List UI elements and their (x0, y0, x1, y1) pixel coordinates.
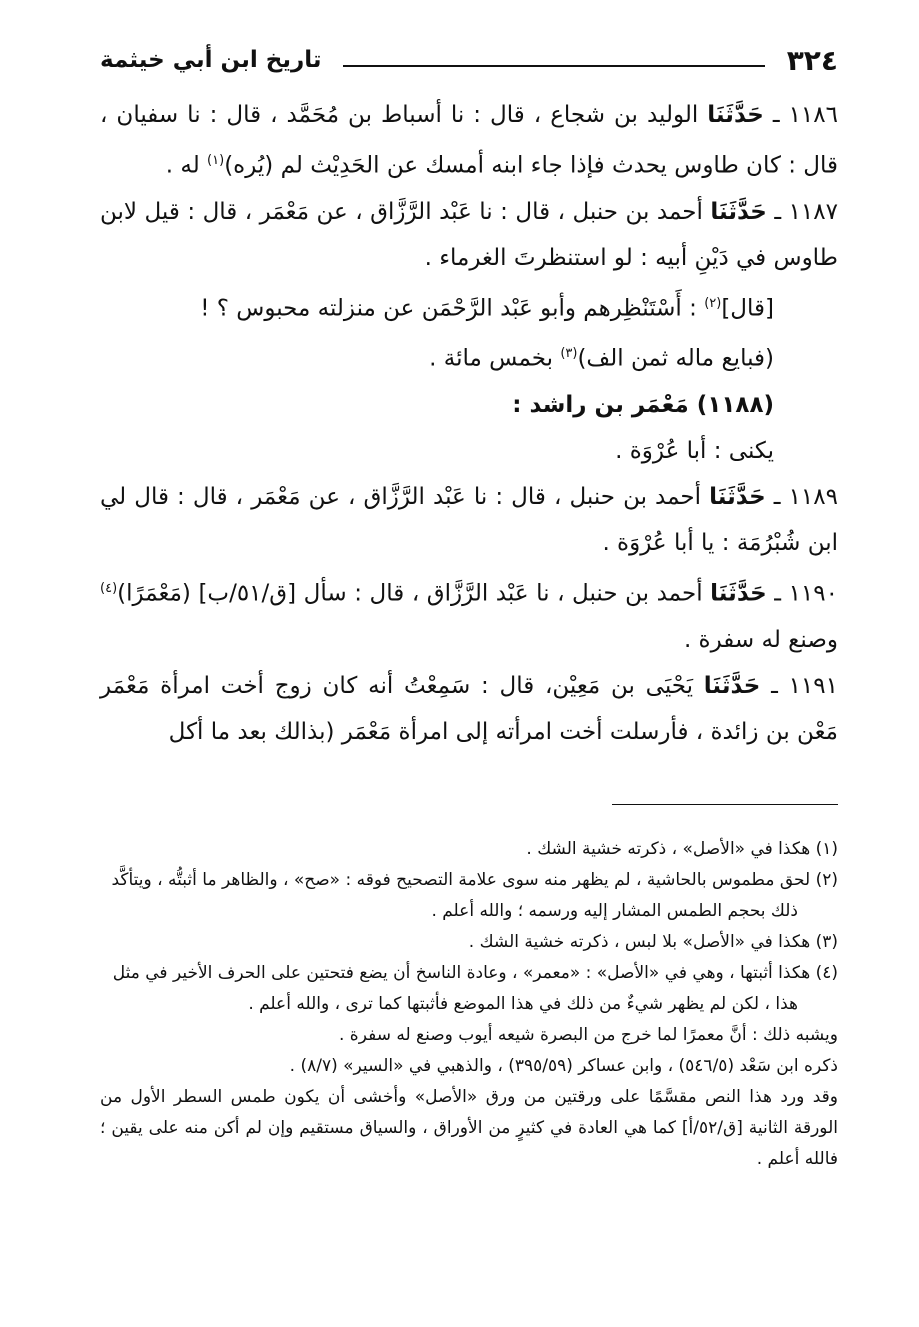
hadith-1187-reply (100, 281, 838, 332)
footnote-4-remark: وقد ورد هذا النص مقسَّمًا على ورقتين من ورق «الأصل» وأخشى أن يكون طمس السطر الأول من الورقة الثانية [ق/٥٢/أ] كما هي العادة في كثيرٍ من الأوراق ، والسياق مستقيم وإن لم أكن منه على يقين ؛ فالله أعلم . (100, 1087, 838, 1169)
hadith-text: يَحْيَى بن مَعِيْن، قال : سَمِعْتُ أنه كان زوج أخت امرأة مَعْمَر مَعْن بن زائدة ، فأرسلت أخت امرأته إلى امرأة مَعْمَر (بذالك بعد ما أكل (100, 672, 838, 745)
footnote-1: (١) هكذا في «الأصل» ، ذكرته خشية الشك . (526, 839, 838, 859)
footnote-ref: (٤) (100, 580, 118, 596)
hadith-text: أحمد بن حنبل ، قال : نا عَبْد الرَّزَّاق ، عن مَعْمَر ، قال : قال لي ابن شُبْرُمَة : يا أبا عُرْوَة . (100, 483, 838, 556)
footnote-3: (٣) هكذا في «الأصل» بلا لبس ، ذكرته خشية الشك . (468, 932, 838, 952)
footnote-4: (٤) هكذا أثبتها ، وهي في «الأصل» : «معمر» ، وعادة الناسخ أن يضع فتحتين على الحرف الأخير في مثل (112, 963, 838, 983)
hadith-number: ١١٨٦ (788, 102, 838, 128)
hadith-text-end: وصنع له سفرة . (683, 626, 838, 653)
haddathana: حَدَّثَنَا (707, 102, 764, 128)
hadith-1187-sale (100, 331, 838, 382)
hadith-number: ١١٩٠ (788, 580, 838, 607)
footnote-ref: (٣) (560, 346, 578, 362)
haddathana: حَدَّثَنَا (710, 580, 767, 607)
hadith-1190 (100, 566, 838, 663)
kunya-line: يكنى : أبا عُرْوَة . (615, 437, 774, 464)
hadith-text: أحمد بن حنبل ، قال : نا عَبْد الرَّزَّاق ، عن مَعْمَر ، قال : قيل لابن طاوس في دَيْنِ أبيه : لو استنظرتَ الغرماء . (100, 198, 838, 271)
dash: ـ (760, 672, 789, 699)
haddathana: حَدَّثَنَا (709, 483, 766, 510)
hadith-1186 (100, 92, 838, 189)
hadith-number: ١١٩١ (788, 672, 838, 699)
book-title: تاريخ ابن أبي خيثمة (100, 47, 322, 73)
hadith-text: الوليد بن شجاع ، قال : نا أسباط بن مُحَمَّد ، قال : نا سفيان ، قال : كان طاوس يحدث فإذا جاء ابنه أمسك عن الحَدِيْث لم (يُره) (100, 102, 838, 179)
dash: ـ (765, 483, 789, 510)
footnote-4-continued: هذا ، لكن لم يظهر شيءٌ من ذلك في هذا الموضع فأثبتها كما ترى ، والله أعلم . (248, 994, 798, 1014)
header-rule (343, 65, 764, 67)
footnotes (100, 834, 838, 1175)
haddathana: حَدَّثَنَا (710, 198, 767, 225)
haddathana: حَدَّثَنَا (703, 672, 761, 699)
hadith-number: ١١٨٩ (788, 483, 838, 510)
footnote-4-sources: ذكره ابن سَعْد (٥٤٦/٥) ، وابن عساكر (٣٩٥/٥٩) ، والذهبي في «السير» (٨/٧) . (289, 1056, 838, 1076)
footnote-ref: (٢) (704, 295, 722, 311)
dash: ـ (766, 198, 789, 225)
hadith-1187 (100, 189, 838, 281)
footnote-2: (٢) لحق مطموس بالحاشية ، لم يظهر منه سوى علامة التصحيح فوقه : «صح» ، والظاهر ما أثبتُّه ، ويتأكَّد (111, 870, 838, 890)
footnote-ref: (١) (207, 153, 225, 168)
hadith-1189 (100, 474, 838, 566)
sale-text: (فبايع ماله ثمن الف) (577, 345, 774, 372)
main-text (100, 92, 838, 755)
reply-text-end: : أَسْتَنْظِرهم وأبو عَبْد الرَّحْمَن عن منزلته محبوس ؟ ! (200, 295, 705, 322)
footnote-2-continued: ذلك بحجم الطمس المشار إليه ورسمه ؛ والله أعلم . (431, 901, 798, 921)
footnote-separator (612, 804, 838, 805)
section-heading-1188: (١١٨٨) مَعْمَر بن راشد : (512, 391, 774, 418)
hadith-number: ١١٨٧ (788, 198, 838, 225)
page-number: ٣٢٤ (786, 43, 838, 77)
hadith-text-end: له . (165, 152, 208, 179)
dash: ـ (763, 102, 789, 128)
footnote-4-note: ويشبه ذلك : أنَّ معمرًا لما خرج من البصرة شيعه أيوب وصنع له سفرة . (339, 1025, 838, 1045)
reply-text: [قال] (721, 295, 774, 322)
hadith-1191 (100, 663, 838, 755)
dash: ـ (766, 580, 789, 607)
page-header (100, 40, 838, 80)
sale-text-end: بخمس مائة . (429, 345, 561, 372)
hadith-text: أحمد بن حنبل ، نا عَبْد الرَّزَّاق ، قال : سأل [ق/٥١/ب] (مَعْمَرًا) (117, 580, 711, 607)
